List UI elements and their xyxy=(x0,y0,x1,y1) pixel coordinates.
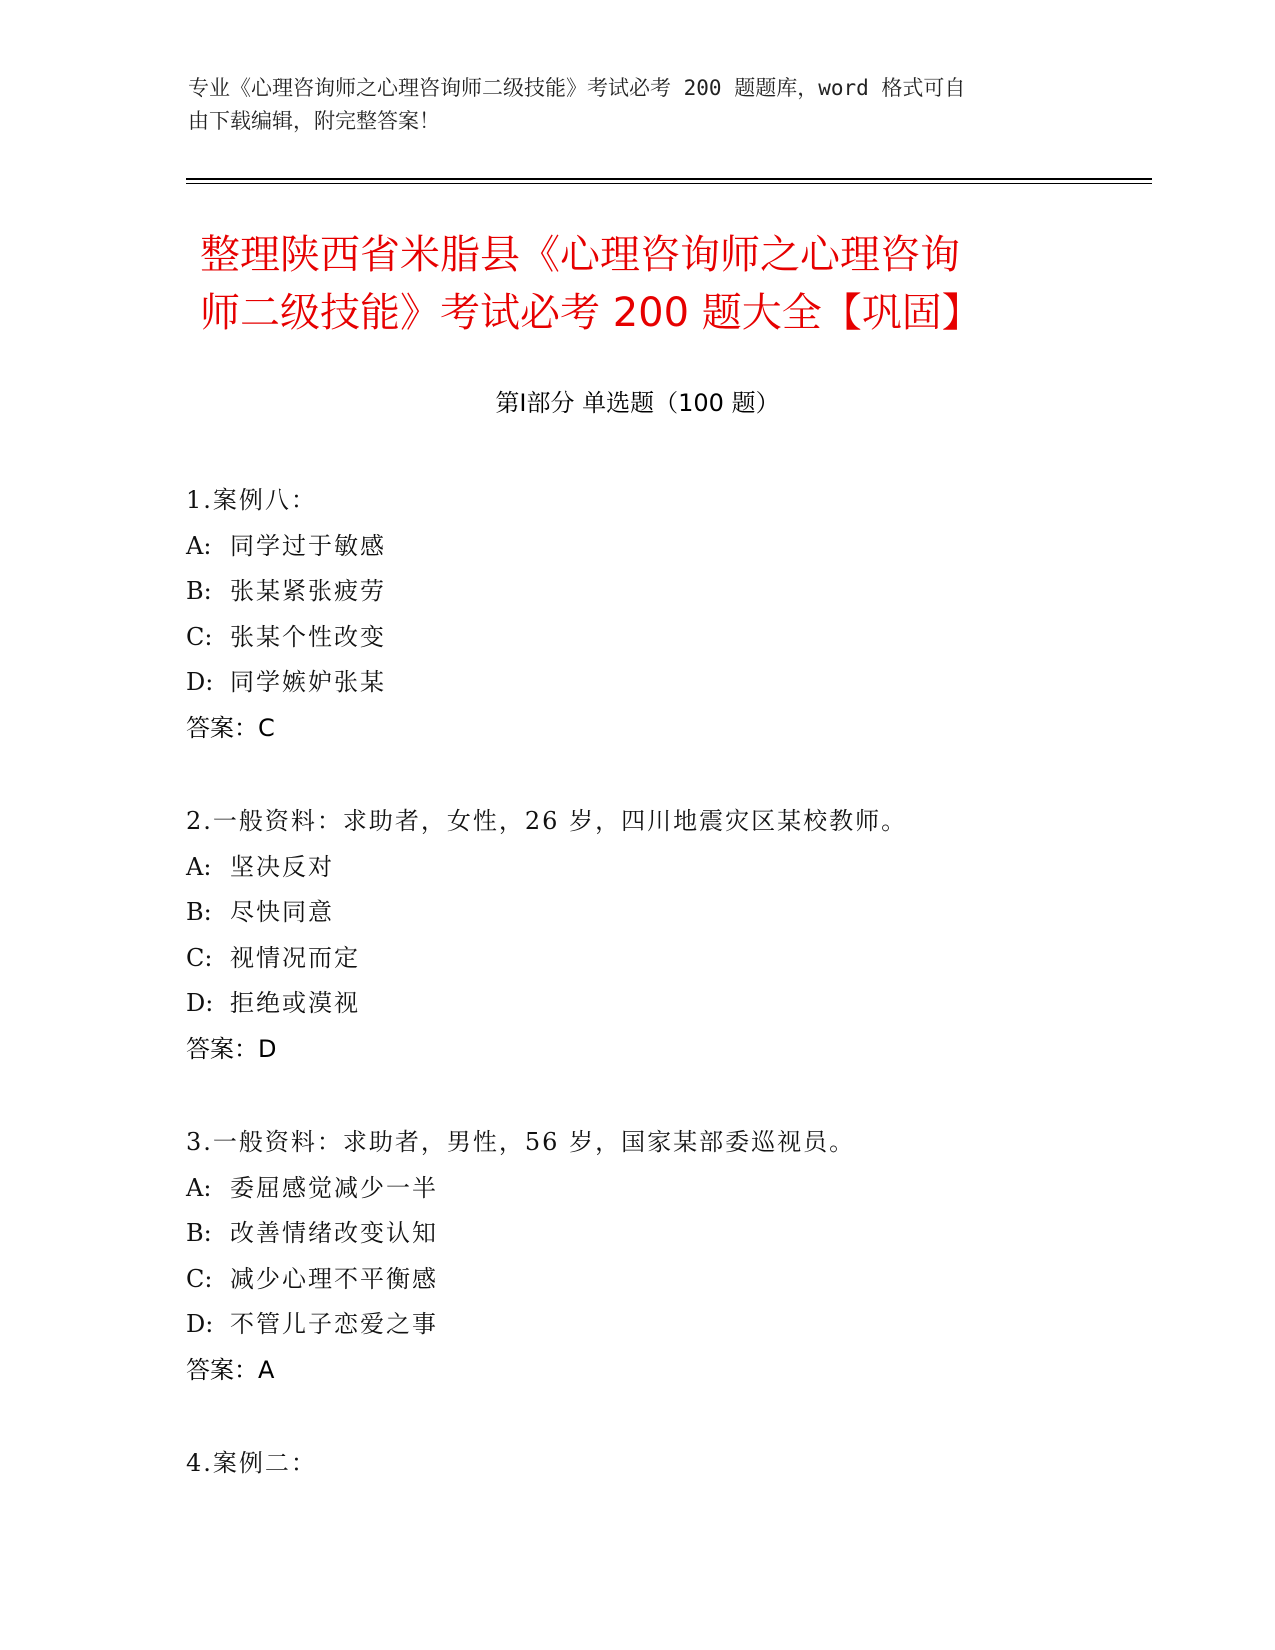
question-list xyxy=(186,478,1126,1535)
option-b xyxy=(186,890,1126,936)
option-text: 张某个性改变 xyxy=(230,622,386,651)
header-divider-thin xyxy=(186,183,1152,184)
option-text: 不管儿子恋爱之事 xyxy=(230,1310,438,1338)
question-1 xyxy=(186,478,1126,751)
option-letter: A: xyxy=(186,531,212,560)
option-text: 拒绝或漠视 xyxy=(230,989,360,1017)
option-c xyxy=(186,936,1126,982)
document-title-line-2: 师二级技能》考试必考 200 题大全【巩固】 xyxy=(200,290,982,336)
question-4 xyxy=(186,1441,1126,1487)
document-title xyxy=(200,226,1100,342)
option-c xyxy=(186,615,1126,661)
option-c xyxy=(186,1257,1126,1303)
option-text: 同学嫉妒张某 xyxy=(230,668,386,696)
option-b xyxy=(186,569,1126,615)
option-letter: B: xyxy=(186,898,212,926)
option-text: 改善情绪改变认知 xyxy=(230,1219,438,1247)
option-letter: C: xyxy=(186,622,213,651)
option-text: 视情况而定 xyxy=(230,943,360,972)
option-letter: D: xyxy=(186,1310,214,1338)
document-title-line-1: 整理陕西省米脂县《心理咨询师之心理咨询 xyxy=(200,232,960,278)
option-text: 尽快同意 xyxy=(230,898,334,926)
header-note xyxy=(188,72,1088,138)
option-letter: D: xyxy=(186,989,214,1017)
header-note-line-2: 由下载编辑，附完整答案！ xyxy=(188,109,440,133)
option-d xyxy=(186,660,1126,706)
question-stem: 4.案例二： xyxy=(186,1449,317,1477)
option-text: 同学过于敏感 xyxy=(230,531,386,560)
option-d xyxy=(186,981,1126,1027)
answer-line xyxy=(186,706,1126,752)
answer-value: C xyxy=(258,713,275,742)
answer-value: D xyxy=(258,1034,277,1063)
option-d xyxy=(186,1302,1126,1348)
option-a xyxy=(186,1166,1126,1212)
option-text: 减少心理不平衡感 xyxy=(230,1264,438,1293)
question-3 xyxy=(186,1120,1126,1393)
question-2 xyxy=(186,799,1126,1072)
option-text: 委屈感觉减少一半 xyxy=(230,1173,438,1202)
option-b xyxy=(186,1211,1126,1257)
question-stem: 1.案例八： xyxy=(186,486,317,514)
option-text: 张某紧张疲劳 xyxy=(230,577,386,605)
option-a xyxy=(186,845,1126,891)
answer-label: 答案： xyxy=(186,713,258,742)
header-divider-thick xyxy=(186,178,1152,180)
option-letter: B: xyxy=(186,577,212,605)
section-heading: 第Ⅰ部分 单选题（100 题） xyxy=(495,389,780,417)
option-letter: D: xyxy=(186,668,214,696)
question-stem: 3.一般资料：求助者，男性，56 岁，国家某部委巡视员。 xyxy=(186,1128,856,1156)
option-letter: C: xyxy=(186,1264,213,1293)
header-note-line-1: 专业《心理咨询师之心理咨询师二级技能》考试必考 200 题题库，word 格式可自 xyxy=(188,76,966,100)
option-letter: B: xyxy=(186,1219,212,1247)
answer-label: 答案： xyxy=(186,1355,258,1384)
answer-label: 答案： xyxy=(186,1034,258,1063)
option-letter: A: xyxy=(186,1173,212,1202)
option-text: 坚决反对 xyxy=(230,852,334,881)
question-stem: 2.一般资料：求助者，女性，26 岁，四川地震灾区某校教师。 xyxy=(186,807,908,835)
option-a xyxy=(186,524,1126,570)
option-letter: C: xyxy=(186,943,213,972)
answer-line xyxy=(186,1348,1126,1394)
option-letter: A: xyxy=(186,852,212,881)
answer-line xyxy=(186,1027,1126,1073)
answer-value: A xyxy=(258,1355,275,1384)
